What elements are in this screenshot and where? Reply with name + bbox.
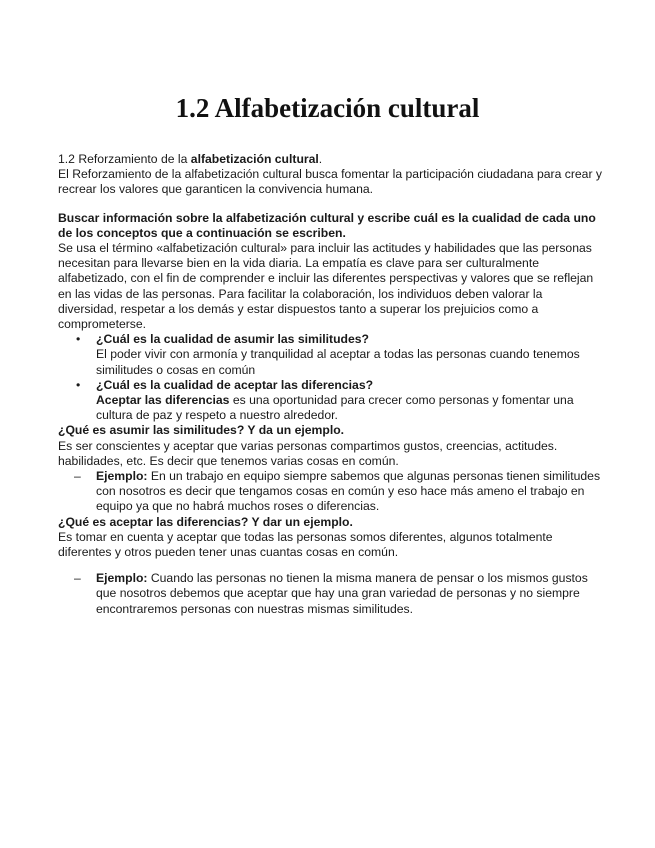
similitudes-text: Es ser conscientes y aceptar que varias personas compartimos gustos, creencias, actitudes. habilidades, etc. Es decir que tenemos varias cosas en común. — [58, 438, 558, 468]
example-text: En un trabajo en equipo siempre sabemos que algunas personas tienen similitudes con nosotros es decir que tengamos cosas en común y eso hace más ameno el trabajo en equipo ya que no habrá muchos roses o diferencias. — [96, 469, 601, 514]
bullet-icon: • — [76, 377, 81, 392]
diferencias-text: Es tomar en cuenta y aceptar que todas las personas somos diferentes, algunos totalmente diferentes y otros pueden tener unas cuantas cosas en común. — [58, 529, 553, 560]
intro-prefix: 1.2 Reforzamiento de la — [58, 152, 191, 166]
list-item — [58, 571, 603, 617]
dash-icon: – — [74, 571, 81, 586]
similitudes-heading-text: ¿Qué es asumir las similitudes? Y da un ejemplo. — [58, 423, 345, 438]
intro-text: El Reforzamiento de la alfabetización cultural busca fomentar la participación ciudadana para crear y recrear los valores que garanticen la convivencia humana. — [58, 167, 602, 197]
page-title: 1.2 Alfabetización cultural — [175, 93, 480, 123]
example-label: Ejemplo: — [96, 469, 148, 484]
list-item — [58, 378, 603, 424]
question-similitudes: ¿Cuál es la cualidad de asumir las similitudes? — [96, 332, 369, 347]
similitudes-heading — [58, 423, 603, 438]
task-heading-text: Buscar información sobre la alfabetización cultural y escribe cuál es la cualidad de cada uno de los conceptos que a continuación se escriben. — [58, 210, 596, 240]
example-text: Cuando las personas no tienen la misma manera de pensar o los mismos gustos que nosotros debemos que aceptar que hay una gran variedad de personas y no siempre encontraremos personas con nuestras mismas similitudes. — [96, 571, 588, 616]
intro-line — [58, 152, 603, 167]
diferencias-heading-text: ¿Qué es aceptar las diferencias? Y dar un ejemplo. — [58, 514, 353, 529]
example-label: Ejemplo: — [96, 571, 148, 586]
bullet-icon: • — [76, 332, 81, 347]
answer-diferencias-text: es una oportunidad para crecer como personas y fomentar una cultura de paz y respeto a nuestro alrededor. — [96, 393, 574, 423]
list-item — [58, 469, 603, 515]
intro-bold: alfabetización cultural — [190, 152, 319, 166]
diferencias-heading — [58, 515, 603, 530]
list-item — [58, 332, 603, 378]
answer-diferencias — [96, 393, 603, 423]
answer-diferencias-bold: Aceptar las diferencias — [96, 393, 230, 408]
task-heading — [58, 211, 603, 241]
intro-suffix: . — [318, 152, 323, 166]
question-diferencias: ¿Cuál es la cualidad de aceptar las diferencias? — [96, 377, 374, 392]
document-body — [58, 152, 603, 617]
answer-similitudes: El poder vivir con armonía y tranquilidad al aceptar a todas las personas cuando tenemos similitudes o cosas en común — [96, 347, 580, 377]
task-text: Se usa el término «alfabetización cultural» para incluir las actitudes y habilidades que las personas necesitan para llevarse bien en la vida diaria. La empatía es clave para ser culturalmente alfabetizado, con el fin de comprender e incluir las diferentes perspectivas y valores que se reflejan en las vidas de las personas. Para facilitar la colaboración, los individuos deben valorar la diversidad, respetar a los demás y estar dispuestos tanto a superar los prejuicios como a comprometerse. — [58, 241, 594, 332]
dash-icon: – — [74, 469, 81, 484]
